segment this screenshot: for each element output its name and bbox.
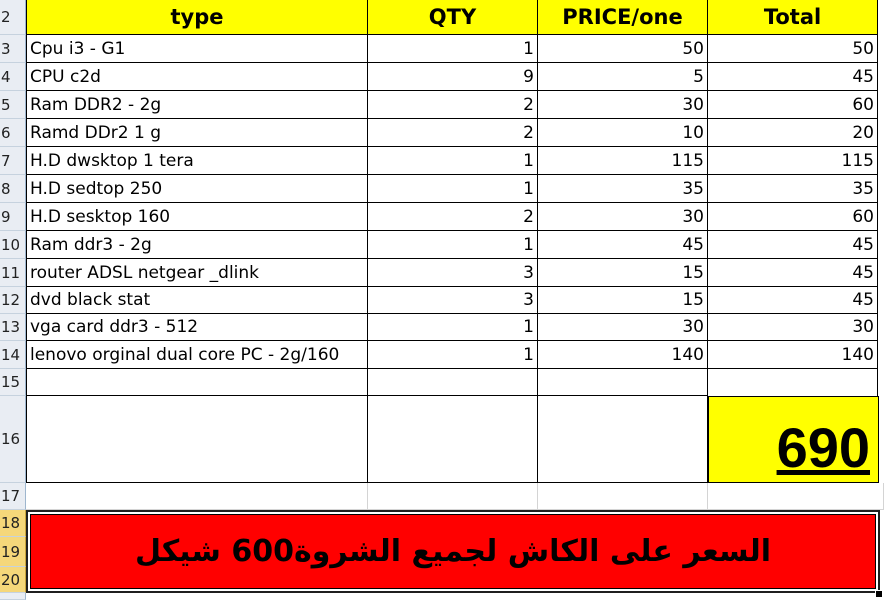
cell-price[interactable]: 50 — [538, 35, 708, 63]
cell-type[interactable]: H.D dwsktop 1 tera — [26, 147, 368, 175]
cell-empty[interactable] — [26, 483, 368, 510]
cell-qty[interactable]: 1 — [368, 175, 538, 203]
cell-total[interactable]: 45 — [708, 287, 878, 314]
row-header[interactable]: 8 — [0, 175, 26, 203]
cell-type[interactable]: Ram ddr3 - 2g — [26, 231, 368, 259]
cell-type[interactable]: Ramd DDr2 1 g — [26, 119, 368, 147]
cell-total[interactable]: 115 — [708, 147, 878, 175]
row-header[interactable]: 3 — [0, 35, 26, 63]
cell-empty[interactable] — [368, 483, 538, 510]
cell-price[interactable]: 45 — [538, 231, 708, 259]
cell-empty[interactable] — [368, 396, 538, 483]
cell-empty[interactable] — [538, 483, 708, 510]
cell-price[interactable]: 10 — [538, 119, 708, 147]
cell-type[interactable]: dvd black stat — [26, 287, 368, 314]
cell-price[interactable]: 5 — [538, 63, 708, 91]
cell-type[interactable]: H.D sesktop 160 — [26, 203, 368, 231]
cell-total[interactable]: 30 — [708, 314, 878, 341]
cell-empty[interactable] — [708, 369, 878, 396]
cell-type[interactable]: Ram DDR2 - 2g — [26, 91, 368, 119]
cell-empty[interactable] — [708, 483, 884, 510]
row-header-17[interactable]: 17 — [0, 483, 26, 510]
cell-qty[interactable]: 2 — [368, 119, 538, 147]
row-header[interactable]: 10 — [0, 231, 26, 259]
cell-qty[interactable]: 9 — [368, 63, 538, 91]
cell-qty[interactable]: 1 — [368, 35, 538, 63]
cell-qty[interactable]: 2 — [368, 91, 538, 119]
banner-text: السعر على الكاش لجميع الشروة600 شيكل — [134, 534, 772, 569]
row-header[interactable]: 12 — [0, 287, 26, 314]
cell-empty[interactable] — [538, 396, 708, 483]
cell-price[interactable]: 30 — [538, 314, 708, 341]
row-header[interactable]: 13 — [0, 314, 26, 341]
cell-type[interactable]: lenovo orginal dual core PC - 2g/160 — [26, 341, 368, 369]
cell-type[interactable]: H.D sedtop 250 — [26, 175, 368, 203]
cell-type[interactable]: vga card ddr3 - 512 — [26, 314, 368, 341]
cell-total[interactable]: 45 — [708, 63, 878, 91]
cell-price[interactable]: 30 — [538, 91, 708, 119]
header-qty[interactable]: QTY — [368, 0, 538, 35]
row-header[interactable]: 7 — [0, 147, 26, 175]
cell-total[interactable]: 45 — [708, 259, 878, 287]
header-type[interactable]: type — [26, 0, 368, 35]
row-header[interactable]: 11 — [0, 259, 26, 287]
row-header-20[interactable]: 20 — [0, 567, 26, 593]
cell-qty[interactable]: 1 — [368, 147, 538, 175]
cell-type[interactable]: router ADSL netgear _dlink — [26, 259, 368, 287]
cell-price[interactable]: 115 — [538, 147, 708, 175]
banner-cell[interactable] — [30, 514, 876, 589]
row-header-18[interactable]: 18 — [0, 510, 26, 537]
cell-qty[interactable]: 2 — [368, 203, 538, 231]
row-header-19[interactable]: 19 — [0, 537, 26, 567]
cell-type[interactable]: CPU c2d — [26, 63, 368, 91]
cell-total[interactable]: 50 — [708, 35, 878, 63]
header-price[interactable]: PRICE/one — [538, 0, 708, 35]
cell-qty[interactable]: 1 — [368, 341, 538, 369]
cell-empty[interactable] — [538, 369, 708, 396]
cell-qty[interactable]: 3 — [368, 287, 538, 314]
row-header[interactable]: 6 — [0, 119, 26, 147]
cell-price[interactable]: 140 — [538, 341, 708, 369]
cell-qty[interactable]: 1 — [368, 314, 538, 341]
row-header[interactable]: 14 — [0, 341, 26, 369]
row-header-15[interactable]: 15 — [0, 369, 26, 396]
cell-empty[interactable] — [26, 396, 368, 483]
grand-total-cell[interactable] — [708, 396, 879, 483]
row-header-21[interactable] — [0, 593, 26, 600]
cell-qty[interactable]: 3 — [368, 259, 538, 287]
cell-total[interactable]: 60 — [708, 91, 878, 119]
row-header[interactable]: 4 — [0, 63, 26, 91]
cell-total[interactable]: 35 — [708, 175, 878, 203]
grand-total-value: 690 — [776, 416, 870, 479]
cell-price[interactable]: 30 — [538, 203, 708, 231]
row-header[interactable]: 9 — [0, 203, 26, 231]
cell-price[interactable]: 15 — [538, 287, 708, 314]
fill-handle[interactable] — [875, 590, 883, 598]
row-header[interactable]: 5 — [0, 91, 26, 119]
cell-total[interactable]: 45 — [708, 231, 878, 259]
cell-qty[interactable]: 1 — [368, 231, 538, 259]
cell-total[interactable]: 140 — [708, 341, 878, 369]
cell-empty[interactable] — [368, 369, 538, 396]
cell-price[interactable]: 15 — [538, 259, 708, 287]
cell-type[interactable]: Cpu i3 - G1 — [26, 35, 368, 63]
row-header-2[interactable]: 2 — [0, 0, 26, 35]
cell-total[interactable]: 60 — [708, 203, 878, 231]
cell-price[interactable]: 35 — [538, 175, 708, 203]
cell-total[interactable]: 20 — [708, 119, 878, 147]
header-total[interactable]: Total — [708, 0, 878, 35]
cell-empty[interactable] — [26, 369, 368, 396]
row-header-16[interactable]: 16 — [0, 396, 26, 483]
